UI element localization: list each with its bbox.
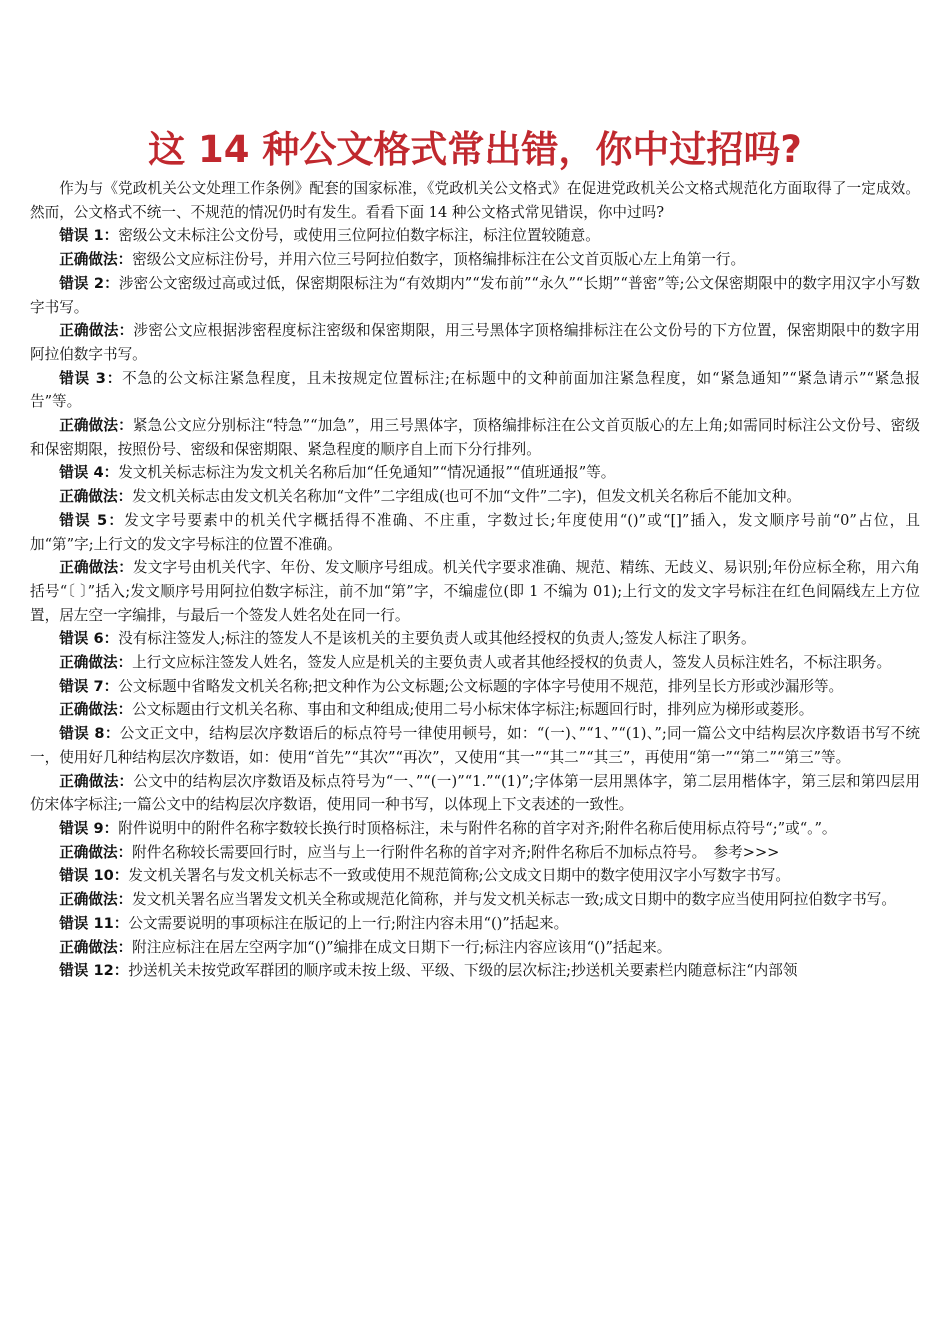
list-item — [30, 959, 920, 983]
item-text: 附注应标注在居左空两字加“()”编排在成文日期下一行;标注内容应该用“()”括起来。 — [132, 938, 672, 956]
item-label: 错误 12： — [59, 962, 129, 980]
item-text: 不急的公文标注紧急程度，且未按规定位置标注;在标题中的文种前面加注紧急程度，如“紧急通知”“紧急请示”“紧急报告”等。 — [30, 369, 920, 411]
item-label: 错误 4： — [59, 464, 119, 482]
item-label: 正确做法： — [59, 654, 133, 672]
list-item — [30, 770, 920, 817]
list-item — [30, 367, 920, 414]
item-text: 密级公文应标注份号，并用六位三号阿拉伯数字，顶格编排标注在公文首页版心左上角第一行。 — [132, 251, 746, 269]
list-item — [30, 841, 920, 865]
item-text: 公文需要说明的事项标注在版记的上一行;附注内容未用“()”括起来。 — [128, 914, 569, 932]
item-label: 错误 11： — [59, 914, 129, 932]
list-item — [30, 272, 920, 319]
item-label: 正确做法： — [59, 488, 133, 506]
list-item — [30, 461, 920, 485]
item-label: 正确做法： — [59, 891, 133, 909]
item-label: 错误 1： — [59, 227, 119, 245]
item-label: 错误 3： — [59, 369, 123, 387]
item-text: 公文中的结构层次序数语及标点符号为“一、”“(一)”“1.”“(1)”;字体第一层用黑体字，第二层用楷体字，第三层和第四层用仿宋体字标注;一篇公文中的结构层次序数语，使用同一种书写，以体现上下文表述的一致性。 — [30, 772, 920, 814]
item-label: 正确做法： — [59, 938, 133, 956]
list-item — [30, 509, 920, 556]
item-label: 正确做法： — [59, 559, 133, 577]
list-item — [30, 675, 920, 699]
list-item — [30, 627, 920, 651]
list-item — [30, 651, 920, 675]
item-text: 涉密公文应根据涉密程度标注密级和保密期限，用三号黑体字顶格编排标注在公文份号的下方位置，保密期限中的数字用阿拉伯数字书写。 — [30, 322, 920, 363]
list-item — [30, 414, 920, 461]
item-label: 正确做法： — [59, 322, 134, 340]
item-text: 公文正文中，结构层次序数语后的标点符号一律使用顿号，如：“(一)、”“1、”“(1)、”;同一篇公文中结构层次序数语书写不统一，使用好几种结构层次序数语，如：使用“首先”“其次”“再次”，又使用“其一”“其二”“其三”，再使用“第一”“第二”“第三”等。 — [30, 725, 920, 766]
item-label: 正确做法： — [59, 772, 134, 790]
item-label: 正确做法： — [59, 417, 133, 435]
document-body — [30, 177, 920, 983]
list-item — [30, 556, 920, 627]
item-text: 发文字号由机关代字、年份、发文顺序号组成。机关代字要求准确、规范、精练、无歧义、易识别;年份应标全称，用六角括号“〔 〕”括入;发文顺序号用阿拉伯数字标注，前不加“第”字，不编虚位(即 1 不编为 01);上行文的发文字号标注在红色间隔线左上方位置，居左空一字编排，与最后一个签发人姓名处在同一行。 — [30, 559, 920, 624]
item-text: 公文标题中省略发文机关名称;把文种作为公文标题;公文标题的字体字号使用不规范，排列呈长方形或沙漏形等。 — [118, 677, 844, 695]
item-text: 抄送机关未按党政军群团的顺序或未按上级、平级、下级的层次标注;抄送机关要素栏内随意标注“内部领 — [128, 962, 798, 980]
item-label: 正确做法： — [59, 701, 133, 719]
item-text: 公文标题由行文机关名称、事由和文种组成;使用二号小标宋体字标注;标题回行时，排列应为梯形或菱形。 — [132, 701, 814, 719]
item-label: 正确做法： — [59, 843, 133, 861]
list-item — [30, 485, 920, 509]
item-text: 发文机关署名应当署发文机关全称或规范化简称，并与发文机关标志一致;成文日期中的数字应当使用阿拉伯数字书写。 — [132, 891, 896, 909]
item-label: 错误 6： — [59, 630, 119, 648]
item-text: 涉密公文密级过高或过低，保密期限标注为“有效期内”“发布前”“永久”“长期”“普密”等;公文保密期限中的数字用汉字小写数字书写。 — [30, 274, 920, 316]
item-label: 错误 5： — [59, 511, 125, 529]
item-text: 发文机关标志由发文机关名称加“文件”二字组成(也可不加“文件”二字)，但发文机关名称后不能加文种。 — [132, 488, 801, 506]
item-text: 附件说明中的附件名称字数较长换行时顶格标注，未与附件名称的首字对齐;附件名称后使用标点符号“;”或“。”。 — [118, 819, 837, 837]
item-label: 错误 9： — [59, 819, 119, 837]
list-item — [30, 698, 920, 722]
item-label: 错误 10： — [59, 867, 129, 885]
list-item — [30, 888, 920, 912]
item-label: 正确做法： — [59, 251, 133, 269]
list-item — [30, 817, 920, 841]
item-text: 附件名称较长需要回行时，应当与上一行附件名称的首字对齐;附件名称后不加标点符号。 参考>>> — [132, 843, 780, 861]
item-text: 发文字号要素中的机关代字概括得不准确、不庄重，字数过长;年度使用“()”或“[]”插入，发文顺序号前“0”占位，且加“第”字;上行文的发文字号标注的位置不准确。 — [30, 511, 920, 553]
item-text: 发文机关标志标注为发文机关名称后加“任免通知”“情况通报”“值班通报”等。 — [118, 464, 616, 482]
item-list — [30, 224, 920, 983]
list-item — [30, 248, 920, 272]
item-label: 错误 7： — [59, 677, 119, 695]
item-text: 没有标注签发人;标注的签发人不是该机关的主要负责人或其他经授权的负责人;签发人标注了职务。 — [118, 630, 756, 648]
item-text: 紧急公文应分别标注“特急”“加急”，用三号黑体字，顶格编排标注在公文首页版心的左上角;如需同时标注公文份号、密级和保密期限，按照份号、密级和保密期限、紧急程度的顺序自上而下分行排列。 — [30, 417, 920, 458]
item-label: 错误 2： — [59, 274, 119, 292]
item-label: 错误 8： — [59, 725, 120, 743]
list-item — [30, 722, 920, 769]
list-item — [30, 864, 920, 888]
item-text: 密级公文未标注公文份号，或使用三位阿拉伯数字标注，标注位置较随意。 — [118, 227, 600, 245]
list-item — [30, 936, 920, 960]
item-text: 上行文应标注签发人姓名，签发人应是机关的主要负责人或者其他经授权的负责人，签发人员标注姓名，不标注职务。 — [132, 654, 892, 672]
list-item — [30, 224, 920, 248]
intro-paragraph: 作为与《党政机关公文处理工作条例》配套的国家标准，《党政机关公文格式》在促进党政机关公文格式规范化方面取得了一定成效。然而，公文格式不统一、不规范的情况仍时有发生。看看下面 14 种公文格式常见错误，你中过吗? — [30, 180, 920, 221]
list-item — [30, 319, 920, 366]
item-text: 发文机关署名与发文机关标志不一致或使用不规范简称;公文成文日期中的数字使用汉字小写数字书写。 — [128, 867, 790, 885]
list-item — [30, 912, 920, 936]
document-title: 这 14 种公文格式常出错，你中过招吗? — [148, 128, 802, 171]
